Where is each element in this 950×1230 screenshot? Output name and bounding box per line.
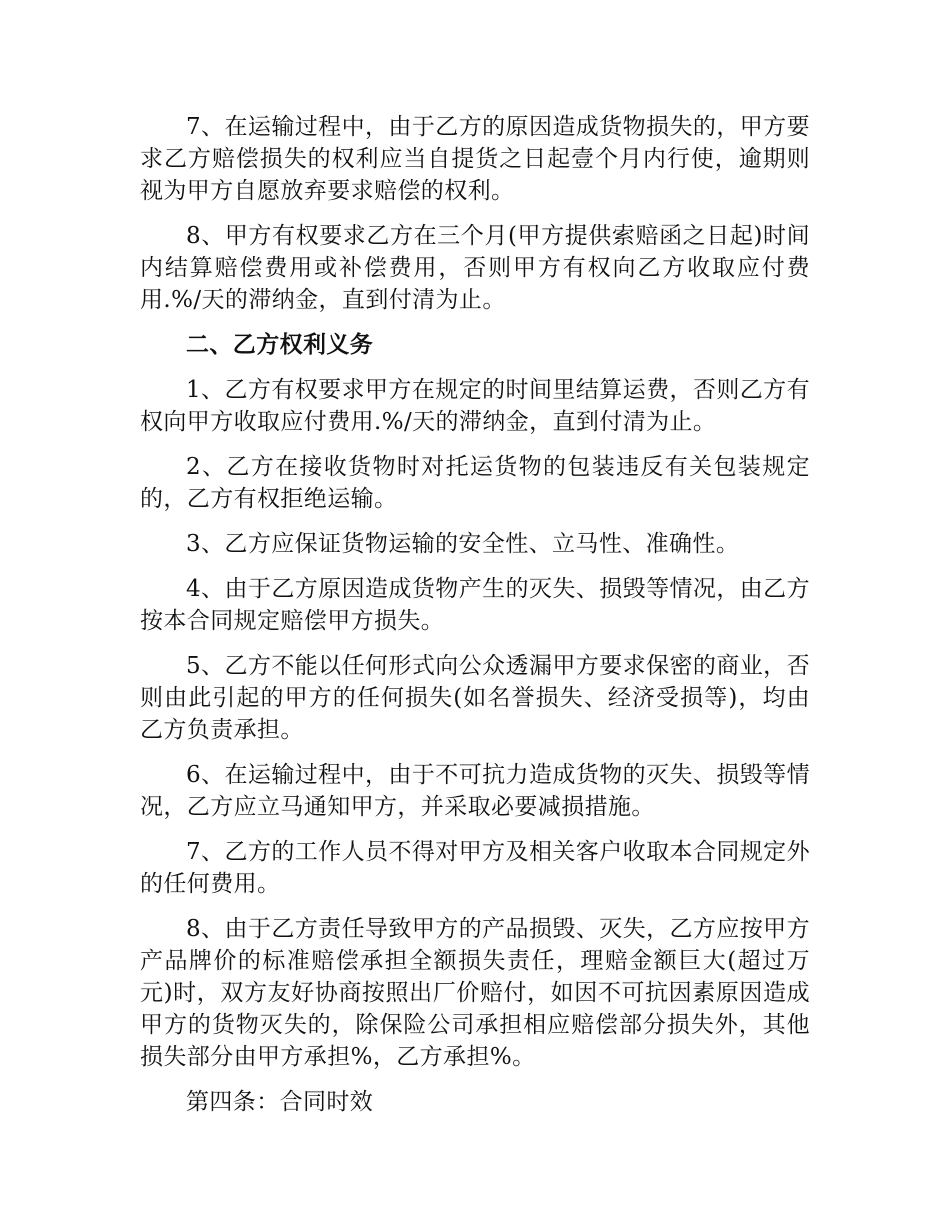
document-page: [140, 111, 810, 1131]
article-four-heading: 第四条：合同时效: [186, 1089, 374, 1115]
paragraph-b3-safety: 3、乙方应保证货物运输的安全性、立马性、准确性。: [186, 531, 740, 557]
paragraph-b2-packaging: 2、乙方在接收货物时对托运货物的包装违反有关包装规定的，乙方有权拒绝运输。: [140, 454, 810, 512]
paragraph-b4-compensation: 4、由于乙方原因造成货物产生的灭失、损毁等情况，由乙方按本合同规定赔偿甲方损失。: [140, 576, 810, 634]
paragraph-b7-no-extra-fees: 7、乙方的工作人员不得对甲方及相关客户收取本合同规定外的任何费用。: [140, 839, 810, 897]
paragraph-b8-damage-liability: 8、由于乙方责任导致甲方的产品损毁、灭失，乙方应按甲方产品牌价的标准赔偿承担全额损失责任，理赔金额巨大(超过万元)时，双方友好协商按照出厂价赔付，如因不可抗因素原因造成甲方的货物灭失的，除保险公司承担相应赔偿部分损失外，其他损失部分由甲方承担%，乙方承担%。: [140, 916, 810, 1070]
paragraph-b6-force-majeure: 6、在运输过程中，由于不可抗力造成货物的灭失、损毁等情况，乙方应立马通知甲方，并采取必要减损措施。: [140, 762, 810, 820]
section-heading-party-b-rights: 二、乙方权利义务: [186, 331, 374, 358]
paragraph-b1-freight-settlement: 1、乙方有权要求甲方在规定的时间里结算运费，否则乙方有权向甲方收取应付费用.%/天的滞纳金，直到付清为止。: [140, 377, 810, 435]
paragraph-b5-confidentiality: 5、乙方不能以任何形式向公众透漏甲方要求保密的商业，否则由此引起的甲方的任何损失(如名誉损失、经济受损等)，均由乙方负责承担。: [140, 653, 810, 743]
paragraph-a7-transport-loss: 7、在运输过程中，由于乙方的原因造成货物损失的，甲方要求乙方赔偿损失的权利应当自提货之日起壹个月内行使，逾期则视为甲方自愿放弃要求赔偿的权利。: [140, 114, 810, 204]
paragraph-a8-claim-settlement: 8、甲方有权要求乙方在三个月(甲方提供索赔函之日起)时间内结算赔偿费用或补偿费用，否则甲方有权向乙方收取应付费用.%/天的滞纳金，直到付清为止。: [140, 223, 810, 313]
